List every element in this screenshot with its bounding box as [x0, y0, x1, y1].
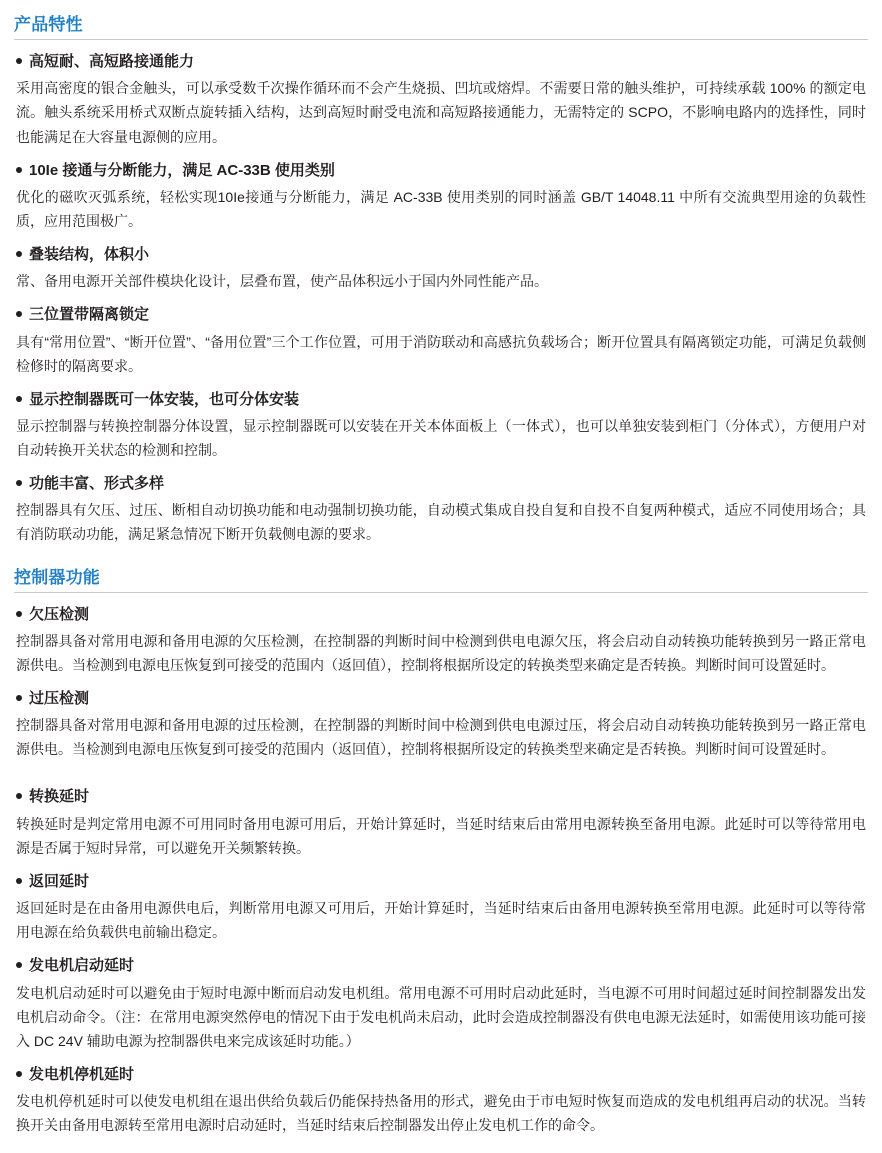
feature-item-header — [14, 472, 868, 495]
controller-item-header — [14, 870, 868, 893]
bullet-icon — [16, 311, 22, 317]
bullet-icon — [16, 611, 22, 617]
section-product-features — [14, 14, 868, 547]
controller-item-body: 控制器具备对常用电源和备用电源的过压检测，在控制器的判断时间中检测到供电电源过压，将会启动自动转换功能转换到另一路正常电源供电。当检测到电源电压恢复到可接受的范围内（返回值），控制将根据所设定的转换类型来确定是否转换。判断时间可设置延时。 — [16, 717, 866, 758]
feature-item-title: 显示控制器既可一体安装，也可分体安装 — [29, 390, 300, 408]
feature-item-title: 三位置带隔离锁定 — [29, 306, 150, 324]
controller-item-header — [14, 785, 868, 808]
feature-item-body: 采用高密度的银合金触头，可以承受数千次操作循环而不会产生烧损、凹坑或熔焊。不需要日常的触头维护，可持续承载 100% 的额定电流。触头系统采用桥式双断点旋转插入结构，达到高短时耐受电流和高短路接通能力，无需特定的 SCPO，不影响电路内的选择性，同时也能满足在大容量电源侧的应用。 — [16, 80, 866, 145]
feature-item — [14, 243, 868, 293]
feature-item-header — [14, 159, 868, 182]
bullet-icon — [16, 962, 22, 968]
controller-item — [14, 687, 868, 761]
bullet-icon — [16, 58, 22, 64]
controller-item — [14, 1063, 868, 1137]
feature-item — [14, 388, 868, 462]
controller-item-body: 发电机启动延时可以避免由于短时电源中断而启动发电机组。常用电源不可用时启动此延时，当电源不可用时间超过延时间控制器发出发电机启动命令。（注：在常用电源突然停电的情况下由于发电机尚未启动，此时会造成控制器没有供电电源无法延时，如需使用该功能可接入 DC 24V 辅助电源为控制器供电来完成该延时功能。） — [16, 984, 866, 1049]
controller-item-title: 发电机启动延时 — [29, 957, 135, 975]
bullet-icon — [16, 167, 22, 173]
controller-item — [14, 870, 868, 944]
feature-item — [14, 159, 868, 233]
feature-item-body: 优化的磁吹灭弧系统，轻松实现10Ie接通与分断能力，满足 AC-33B 使用类别的同时涵盖 GB/T 14048.11 中所有交流典型用途的负载性质，应用范围极广。 — [16, 188, 866, 229]
section-controller-functions — [14, 567, 868, 1138]
divider — [14, 39, 868, 40]
bullet-icon — [16, 695, 22, 701]
divider — [14, 592, 868, 593]
item-spacer — [14, 771, 868, 785]
controller-item-title: 过压检测 — [29, 690, 90, 708]
bullet-icon — [16, 251, 22, 257]
feature-item-header — [14, 243, 868, 266]
controller-item — [14, 603, 868, 677]
controller-item-body: 转换延时是判定常用电源不可用同时备用电源可用后，开始计算延时，当延时结束后由常用电源转换至备用电源。此延时可以等待常用电源是否属于短时异常，可以避免开关频繁转换。 — [16, 815, 866, 856]
controller-item-title: 转换延时 — [29, 788, 90, 806]
bullet-icon — [16, 480, 22, 486]
feature-item-header — [14, 388, 868, 411]
bullet-icon — [16, 1071, 22, 1077]
feature-item-header — [14, 303, 868, 326]
feature-item-title: 10Ie 接通与分断能力，满足 AC-33B 使用类别 — [29, 161, 335, 179]
feature-item-title: 叠装结构，体积小 — [29, 245, 150, 263]
bullet-icon — [16, 878, 22, 884]
controller-item — [14, 954, 868, 1052]
feature-item-body: 常、备用电源开关部件模块化设计，层叠布置，使产品体积远小于国内外同性能产品。 — [16, 273, 548, 290]
feature-item-body: 控制器具有欠压、过压、断相自动切换功能和电动强制切换功能，自动模式集成自投自复和自投不自复两种模式，适应不同使用场合；具有消防联动功能，满足紧急情况下断开负载侧电源的要求。 — [16, 502, 866, 543]
controller-item-title: 欠压检测 — [29, 605, 90, 623]
controller-item-header — [14, 687, 868, 710]
section-title: 控制器功能 — [14, 567, 100, 587]
controller-item-header — [14, 1063, 868, 1086]
controller-item-header — [14, 954, 868, 977]
controller-item-body: 控制器具备对常用电源和备用电源的欠压检测，在控制器的判断时间中检测到供电电源欠压，将会启动自动转换功能转换到另一路正常电源供电。当检测到电源电压恢复到可接受的范围内（返回值），控制将根据所设定的转换类型来确定是否转换。判断时间可设置延时。 — [16, 632, 866, 673]
feature-item-title: 高短耐、高短路接通能力 — [29, 53, 195, 71]
controller-item-title: 返回延时 — [29, 872, 90, 890]
feature-item — [14, 50, 868, 148]
feature-item-title: 功能丰富、形式多样 — [29, 475, 165, 493]
section-spacer — [14, 557, 868, 563]
controller-item-body: 返回延时是在由备用电源供电后，判断常用电源又可用后，开始计算延时，当延时结束后由备用电源转换至常用电源。此延时可以等待常用电源在给负载供电前输出稳定。 — [16, 900, 866, 941]
feature-item-header — [14, 50, 868, 73]
feature-item-body: 显示控制器与转换控制器分体设置，显示控制器既可以安装在开关本体面板上（一体式），也可以单独安装到柜门（分体式），方便用户对自动转换开关状态的检测和控制。 — [16, 417, 866, 459]
controller-item — [14, 785, 868, 859]
bullet-icon — [16, 396, 22, 402]
section-title: 产品特性 — [14, 15, 83, 34]
feature-item — [14, 472, 868, 546]
feature-item — [14, 303, 868, 377]
bullet-icon — [16, 793, 22, 799]
controller-item-title: 发电机停机延时 — [29, 1065, 135, 1083]
controller-item-body: 发电机停机延时可以使发电机组在退出供给负载后仍能保持热备用的形式，避免由于市电短时恢复而造成的发电机组再启动的状况。当转换开关由备用电源转至常用电源时启动延时，当延时结束后控制器发出停止发电机工作的命令。 — [16, 1092, 866, 1134]
controller-item-header — [14, 603, 868, 626]
feature-item-body: 具有“常用位置”、“断开位置”、“备用位置”三个工作位置，可用于消防联动和高感抗负载场合；断开位置具有隔离锁定功能，可满足负载侧检修时的隔离要求。 — [16, 333, 866, 374]
